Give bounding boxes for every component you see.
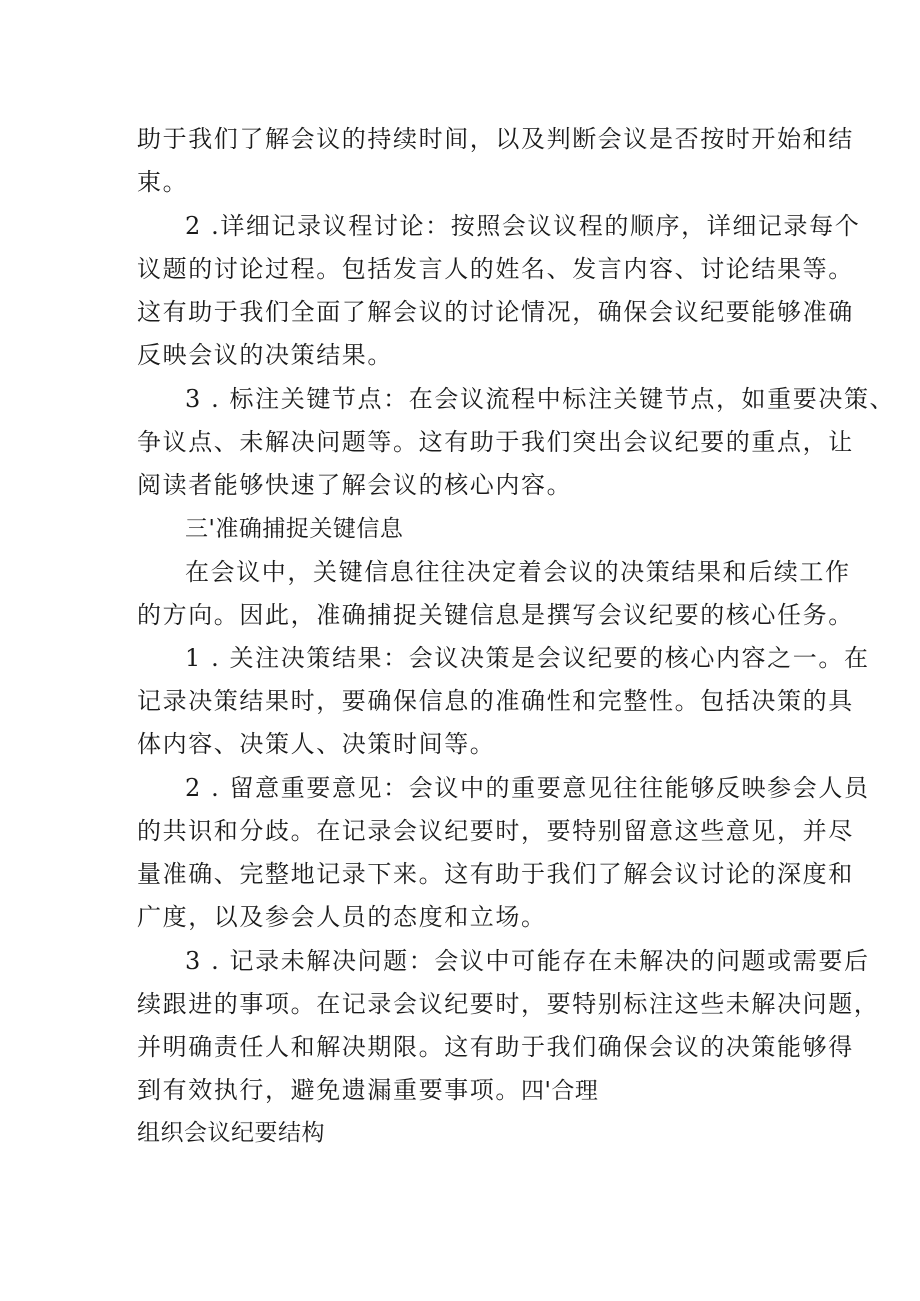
paragraph-line: 3 . 标注关键节点：在会议流程中标注关键节点，如重要决策、 [185,385,896,413]
paragraph-line: 记录决策结果时，要确保信息的准确性和完整性。包括决策的具 [137,687,854,715]
paragraph-line: 量准确、完整地记录下来。这有助于我们了解会议讨论的深度和 [137,860,854,888]
paragraph-line: 争议点、未解决问题等。这有助于我们突出会议纪要的重点，让 [137,428,854,456]
paragraph-line: 3 . 记录未解决问题：会议中可能存在未解决的问题或需要后 [185,947,870,975]
paragraph-text: 到有效执行，避免遗漏重要事项。 [137,1076,521,1104]
paragraph-line: 1 . 关注决策结果：会议决策是会议纪要的核心内容之一。在 [185,644,870,672]
paragraph-line: 反映会议的决策结果。 [137,341,393,369]
paragraph-line: 在会议中，关键信息往往决定着会议的决策结果和后续工作 [185,558,851,586]
paragraph-line: 束。 [137,168,189,196]
paragraph-line: 助于我们了解会议的持续时间，以及判断会议是否按时开始和结 [137,125,854,153]
paragraph-line: 这有助于我们全面了解会议的讨论情况，确保会议纪要能够准确 [137,298,854,326]
paragraph-line: 续跟进的事项。在记录会议纪要时，要特别标注这些未解决问题， [137,990,880,1018]
section-heading-start: 四'合理 [521,1078,599,1104]
paragraph-line: 阅读者能够快速了解会议的核心内容。 [137,471,573,499]
paragraph-line: 议题的讨论过程。包括发言人的姓名、发言内容、讨论结果等。 [137,255,854,283]
section-heading: 三'准确捕捉关键信息 [185,516,404,542]
paragraph-line: 体内容、决策人、决策时间等。 [137,730,496,758]
paragraph-line: 并明确责任人和解决期限。这有助于我们确保会议的决策能够得 [137,1033,854,1061]
paragraph-line-with-heading [137,1074,598,1107]
paragraph-line: 的共识和分歧。在记录会议纪要时，要特别留意这些意见，并尽 [137,817,854,845]
paragraph-line: 的方向。因此，准确捕捉关键信息是撰写会议纪要的核心任务。 [137,601,854,629]
paragraph-line: 2 . 留意重要意见：会议中的重要意见往往能够反映参会人员 [185,774,870,802]
paragraph-line: 2 .详细记录议程讨论：按照会议议程的顺序，详细记录每个 [185,212,861,240]
paragraph-line: 广度，以及参会人员的态度和立场。 [137,903,547,931]
section-heading-continued: 组织会议纪要结构 [137,1120,325,1146]
